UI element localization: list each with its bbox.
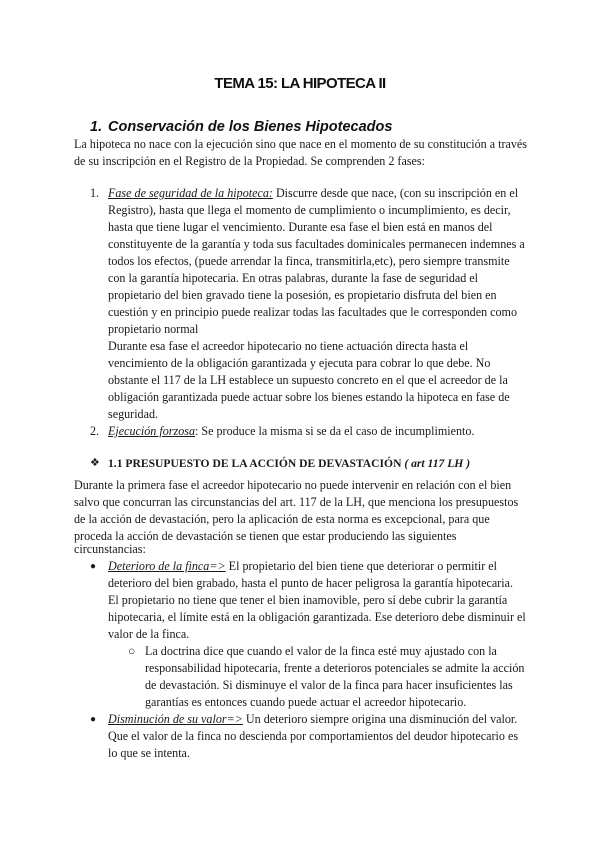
bullet-text: El propietario del bien tiene que deteriorar o permitir el (225, 559, 497, 573)
list-item-first-line (108, 423, 474, 440)
list-item-line: propietario normal (108, 322, 199, 336)
list-item-line: todos los efectos, (puede arrendar la finca, transmitirla,etc), pero siempre transmite (108, 254, 510, 268)
list-item-line: propietario del bien gravado tiene la posesión, es propietario disfruta del bien en (108, 288, 497, 302)
list-item-line: Durante esa fase el acreedor hipotecario no tiene actuación directa hasta el (108, 339, 469, 353)
list-item-line: seguridad. (108, 407, 159, 421)
intro-line: La hipoteca no nace con la ejecución sino que nace en el momento de su constitución a través (74, 137, 528, 151)
bullet-text: Un deterioro siempre origina una disminución del valor. (242, 712, 518, 726)
item-text: : Se produce la misma si se da el caso de incumplimiento. (195, 424, 475, 438)
paragraph-line: salvo que concurran las circunstancias del art. 117 de la LH, que menciona los presupuestos (74, 495, 519, 509)
list-item-first-line (108, 185, 518, 202)
section-heading (90, 119, 392, 135)
document-title: TEMA 15: LA HIPOTECA II (214, 75, 386, 92)
bullet-line: deterioro del bien grabado, hasta el punto de hacer peligrosa la garantía hipotecaria. (108, 576, 513, 590)
bullet-line: valor de la finca. (108, 627, 190, 641)
sub-bullet-line: garantías es entonces cuando puede actuar el acreedor hipotecario. (145, 695, 467, 709)
list-number: 1. (90, 186, 100, 200)
subsection-title: 1.1 PRESUPUESTO DE LA ACCIÓN DE DEVASTACIÓN (108, 457, 402, 470)
sub-bullet-line: responsabilidad hipotecaria, frente a deterioros potenciales se admite la acción (145, 661, 525, 675)
paragraph-line: proceda la acción de devastación se tienen que estar produciendo las siguientes (74, 529, 457, 543)
diamond-bullet-icon: ❖ (90, 457, 100, 469)
list-item-line: obstante el 117 de la LH establece un supuesto concreto en el que el acreedor de la (108, 373, 508, 387)
list-item-line: hasta que tiene lugar el vencimiento. Durante esa fase el bien está en manos del (108, 220, 493, 234)
bullet-line: lo que se intenta. (108, 746, 190, 760)
bullet-first-line (108, 558, 497, 575)
section-number: 1. (90, 119, 103, 135)
list-number: 2. (90, 424, 100, 438)
bullet-line: El propietario no tiene que tener el bien inamovible, pero sí debe cubrir la garantía (108, 593, 508, 607)
bullet-line: hipotecaria, el límite está en la obligación garantizada. Ese deterioro debe disminuir el (108, 610, 526, 624)
paragraph-line: circunstancias: (74, 542, 146, 556)
paragraph-line: de la acción de devastación, pero la aplicación de esta norma es excepcional, para que (74, 512, 490, 526)
bullet-line: Que el valor de la finca no descienda por comportamientos del deudor hipotecario es (108, 729, 519, 743)
list-item-line: Registro), hasta que llega el momento de cumplimiento o incumplimiento, es decir, (108, 203, 511, 217)
item-text: Discurre desde que nace, (con su inscripción en el (272, 186, 519, 200)
sub-bullet-line: La doctrina dice que cuando el valor de la finca esté muy ajustado con la (145, 644, 497, 658)
item-term: Fase de seguridad de la hipoteca: (108, 186, 273, 200)
paragraph-line: Durante la primera fase el acreedor hipotecario no puede intervenir en relación con el bien (74, 478, 512, 492)
list-item-line: constituyente de la garantía y toda sus facultades dominicales permanecen indemnes a (108, 237, 525, 251)
sub-bullet-line: de devastación. Si disminuye el valor de la finca para hacer insuficientes las (145, 678, 513, 692)
list-item-line: obligación garantizada puede actuar sobre los bienes estando la hipoteca en fase de (108, 390, 510, 404)
subsection-reference: ( art 117 LH ) (404, 457, 471, 470)
subsection-heading (108, 455, 470, 472)
sub-bullet-icon: ○ (128, 644, 136, 658)
bullet-first-line (108, 711, 517, 728)
bullet-icon: ● (90, 561, 97, 572)
item-term: Ejecución forzosa (108, 424, 195, 438)
bullet-icon: ● (90, 714, 97, 725)
bullet-term: Deterioro de la finca=> (108, 559, 226, 573)
list-item-line: vencimiento de la obligación garantizada y ejecuta para cobrar lo que debe. No (108, 356, 491, 370)
section-title: Conservación de los Bienes Hipotecados (108, 119, 393, 135)
list-item-line: con la garantía hipotecaria. En otras palabras, durante la fase de seguridad el (108, 271, 479, 285)
intro-line: de su inscripción en el Registro de la Propiedad. Se comprenden 2 fases: (74, 154, 425, 168)
list-item-line: cuestión y en principio puede realizar todas las facultades que le corresponden como (108, 305, 518, 319)
bullet-term: Disminución de su valor=> (108, 712, 243, 726)
